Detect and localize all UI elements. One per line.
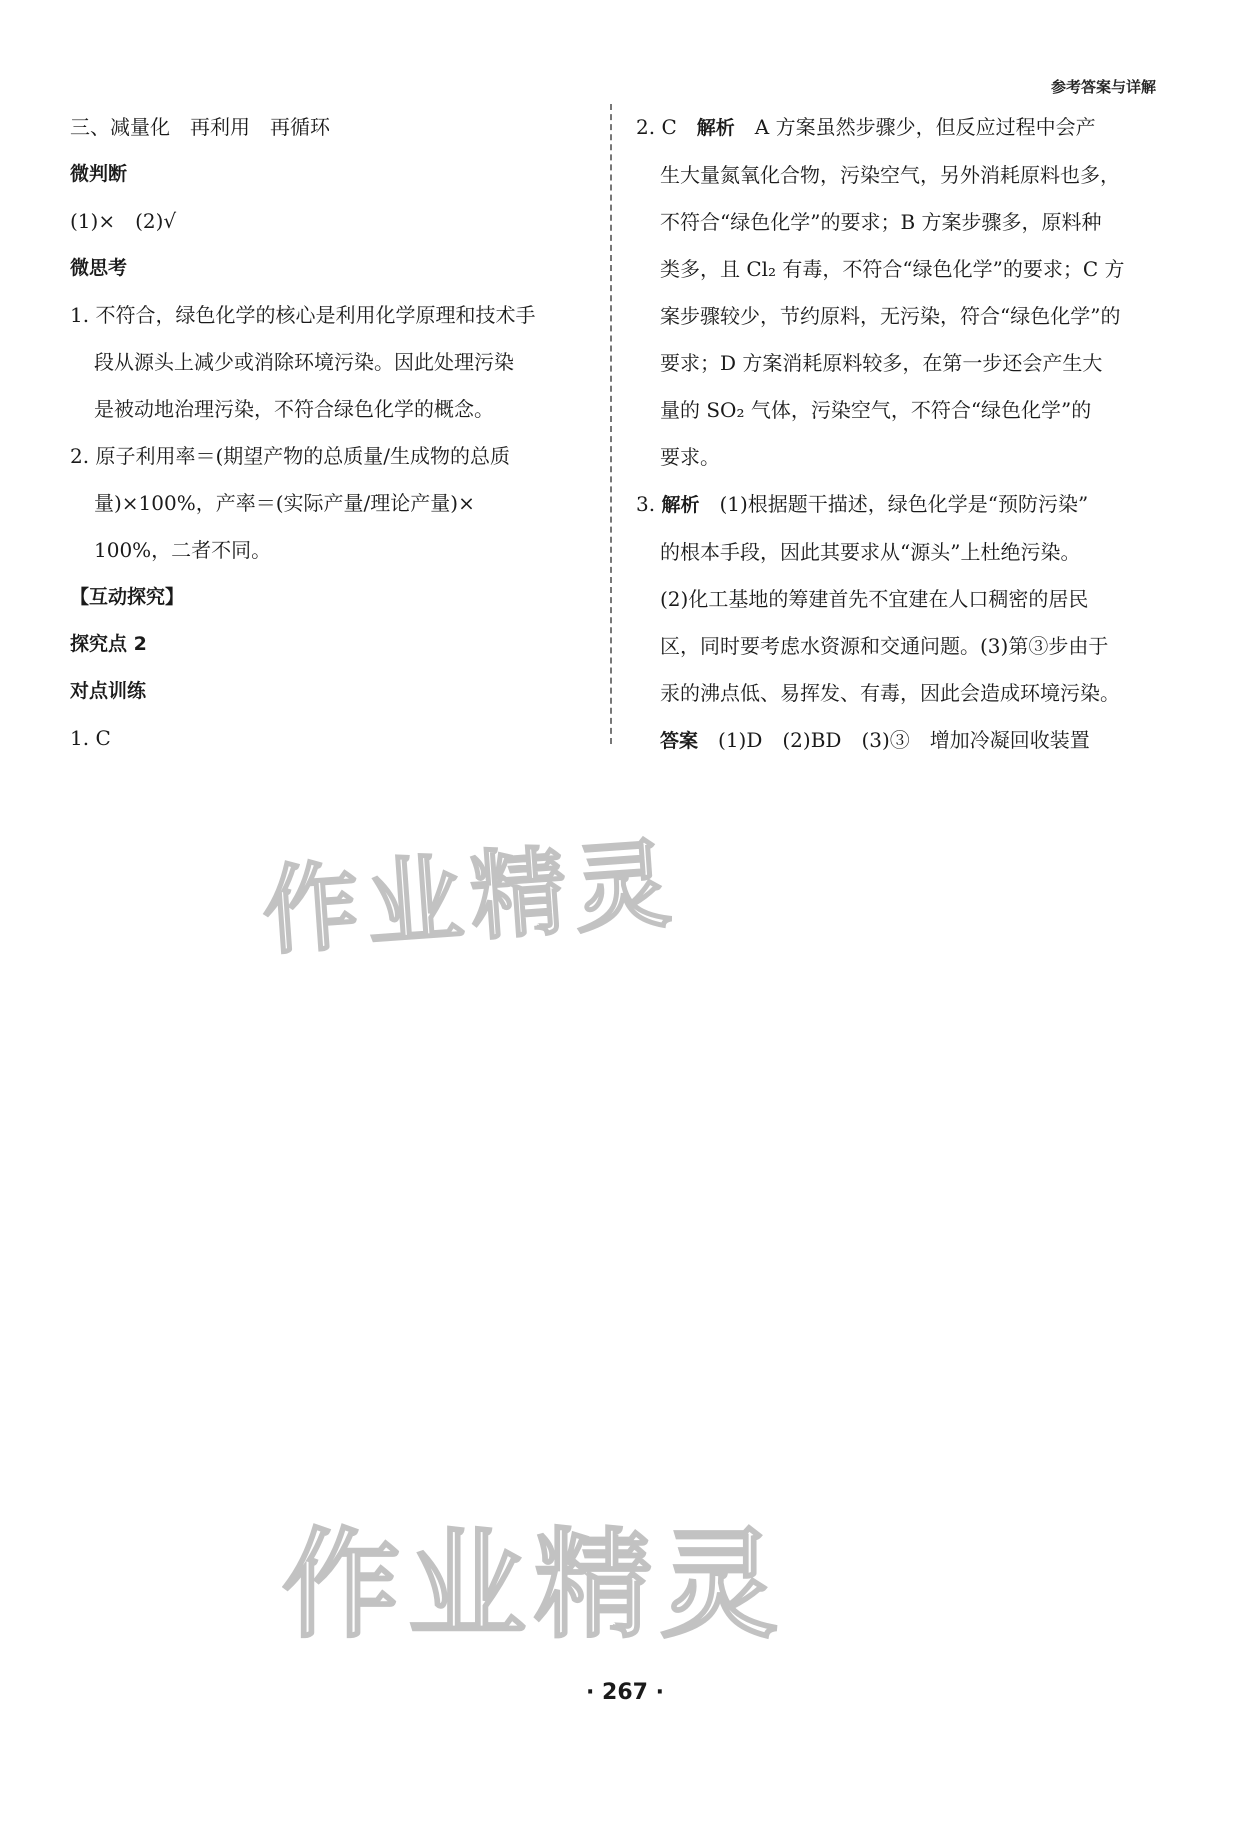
- right-line-r5: [636, 293, 1156, 340]
- right-line-r12: [636, 623, 1156, 670]
- text-segment: 的根本手段，因此其要求从“源头”上杜绝污染。: [660, 540, 1081, 564]
- left-line-l4: 微思考: [70, 257, 128, 279]
- left-line-l8: 2. 原子利用率＝(期望产物的总质量/生成物的总质: [70, 444, 510, 468]
- right-line-r4: [636, 246, 1156, 293]
- text-segment: 2. C: [636, 115, 697, 139]
- right-line-r9: [636, 481, 1156, 529]
- column-divider: [610, 104, 612, 744]
- text-segment: (2)化工基地的筹建首先不宜建在人口稠密的居民: [660, 587, 1089, 611]
- bold-label: 解析: [661, 494, 700, 516]
- left-line-l2: 微判断: [70, 163, 128, 185]
- text-segment: 要求。: [660, 445, 720, 469]
- right-line-r7: [636, 387, 1156, 434]
- left-line-l10: 100%，二者不同。: [94, 538, 272, 562]
- text-segment: 类多，且 Cl₂ 有毒，不符合“绿色化学”的要求；C 方: [660, 257, 1125, 281]
- right-line-r14: [636, 717, 1156, 765]
- left-line-l7: 是被动地治理污染，不符合绿色化学的概念。: [94, 397, 494, 421]
- bold-label: 解析: [696, 117, 735, 139]
- right-line-r8: [636, 434, 1156, 481]
- left-line-l14: 1. C: [70, 726, 111, 750]
- watermark-bottom: 作业精灵: [282, 1516, 787, 1654]
- right-line-r13: [636, 670, 1156, 717]
- left-line-l6: 段从源头上减少或消除环境污染。因此处理污染: [94, 350, 514, 374]
- watermark-top: 作业精灵: [259, 827, 682, 969]
- right-line-r2: [636, 152, 1156, 199]
- page-header: 参考答案与详解: [1050, 78, 1156, 96]
- text-segment: 要求；D 方案消耗原料较多，在第一步还会产生大: [660, 351, 1103, 375]
- left-line-l12: 探究点 2: [70, 633, 147, 655]
- text-segment: 生大量氮氧化合物，污染空气，另外消耗原料也多，: [660, 163, 1120, 187]
- left-line-l13: 对点训练: [70, 680, 147, 702]
- left-line-l1: 三、减量化 再利用 再循环: [70, 115, 330, 139]
- right-line-r1: [636, 104, 1156, 152]
- left-line-l3: (1)× (2)√: [70, 209, 177, 233]
- text-segment: 区，同时要考虑水资源和交通问题。(3)第③步由于: [660, 634, 1109, 658]
- text-segment: 量的 SO₂ 气体，污染空气，不符合“绿色化学”的: [660, 398, 1092, 422]
- right-line-r10: [636, 529, 1156, 576]
- left-line-l11: 【互动探究】: [70, 586, 185, 608]
- text-segment: 不符合“绿色化学”的要求；B 方案步骤多，原料种: [660, 210, 1102, 234]
- bold-label: 答案: [660, 730, 699, 752]
- left-line-l9: 量)×100%，产率＝(实际产量/理论产量)×: [94, 491, 475, 515]
- text-segment: (1)根据题干描述，绿色化学是“预防污染”: [699, 492, 1089, 516]
- right-line-r6: [636, 340, 1156, 387]
- text-segment: 案步骤较少，节约原料，无污染，符合“绿色化学”的: [660, 304, 1121, 328]
- text-segment: 3.: [636, 492, 662, 516]
- text-segment: 汞的沸点低、易挥发、有毒，因此会造成环境污染。: [660, 681, 1120, 705]
- left-column: [70, 104, 600, 762]
- right-line-r3: [636, 199, 1156, 246]
- page-number: · 267 ·: [586, 1680, 664, 1705]
- text-segment: A 方案虽然步骤少，但反应过程中会产: [734, 115, 1096, 139]
- text-segment: (1)D (2)BD (3)③ 增加冷凝回收装置: [698, 728, 1090, 752]
- right-column: [636, 104, 1156, 765]
- right-line-r11: [636, 576, 1156, 623]
- left-line-l5: 1. 不符合，绿色化学的核心是利用化学原理和技术手: [70, 303, 536, 327]
